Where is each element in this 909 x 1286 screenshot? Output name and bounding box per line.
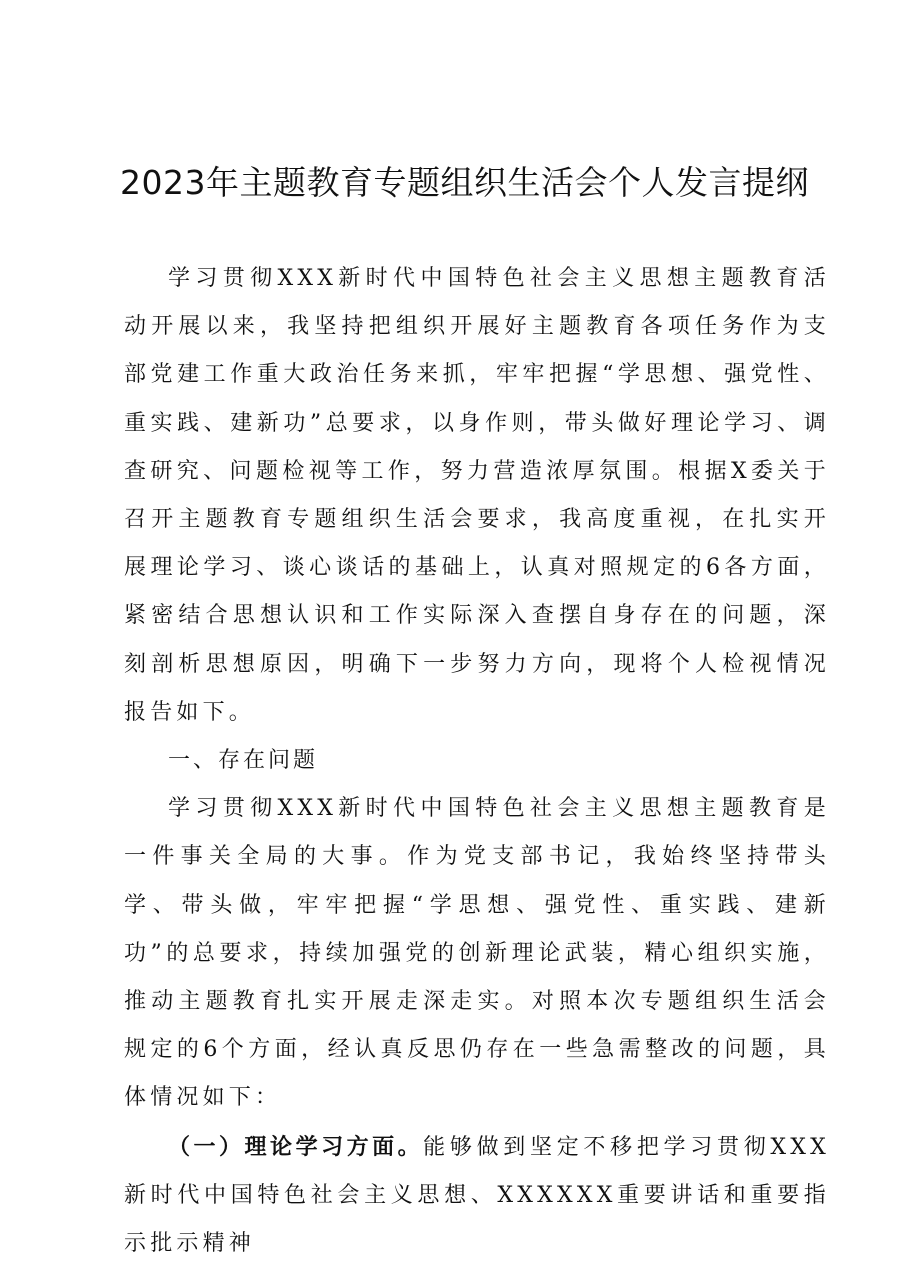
intro-paragraph: 学习贯彻XXX新时代中国特色社会主义思想主题教育活动开展以来，我坚持把组织开展好主题教育各项任务作为支部党建工作重大政治任务来抓，牢牢把握“学思想、强党性、重实践、建新功”总要求，以身作则，带头做好理论学习、调查研究、问题检视等工作，努力营造浓厚氛围。根据X委关于召开主题教育专题组织生活会要求，我高度重视，在扎实开展理论学习、谈心谈话的基础上，认真对照规定的6各方面，紧密结合思想认识和工作实际深入查摆自身存在的问题，深刻剖析思想原因，明确下一步努力方向，现将个人检视情况报告如下。 [124, 266, 830, 725]
subsection-paragraph-theory [124, 1123, 830, 1269]
document-title: 2023年主题教育专题组织生活会个人发言提纲 [120, 163, 809, 202]
subsection-heading-theory: （一）理论学习方面。 [168, 1133, 424, 1160]
document-body [124, 255, 830, 1268]
section-heading-problems: 一、存在问题 [168, 748, 319, 774]
section-paragraph-problems: 学习贯彻XXX新时代中国特色社会主义思想主题教育是一件事关全局的大事。作为党支部书记，我始终坚持带头学、带头做，牢牢把握“学思想、强党性、重实践、建新功”的总要求，持续加强党的创新理论武装，精心组织实施，推动主题教育扎实开展走深走实。对照本次专题组织生活会规定的6个方面，经认真反思仍存在一些急需整改的问题，具体情况如下： [124, 796, 830, 1111]
subsection-body-theory: 能够做到坚定不移把学习贯彻XXX新时代中国特色社会主义思想、XXXXXX重要讲话和重要指示批示精神 [124, 1134, 830, 1257]
